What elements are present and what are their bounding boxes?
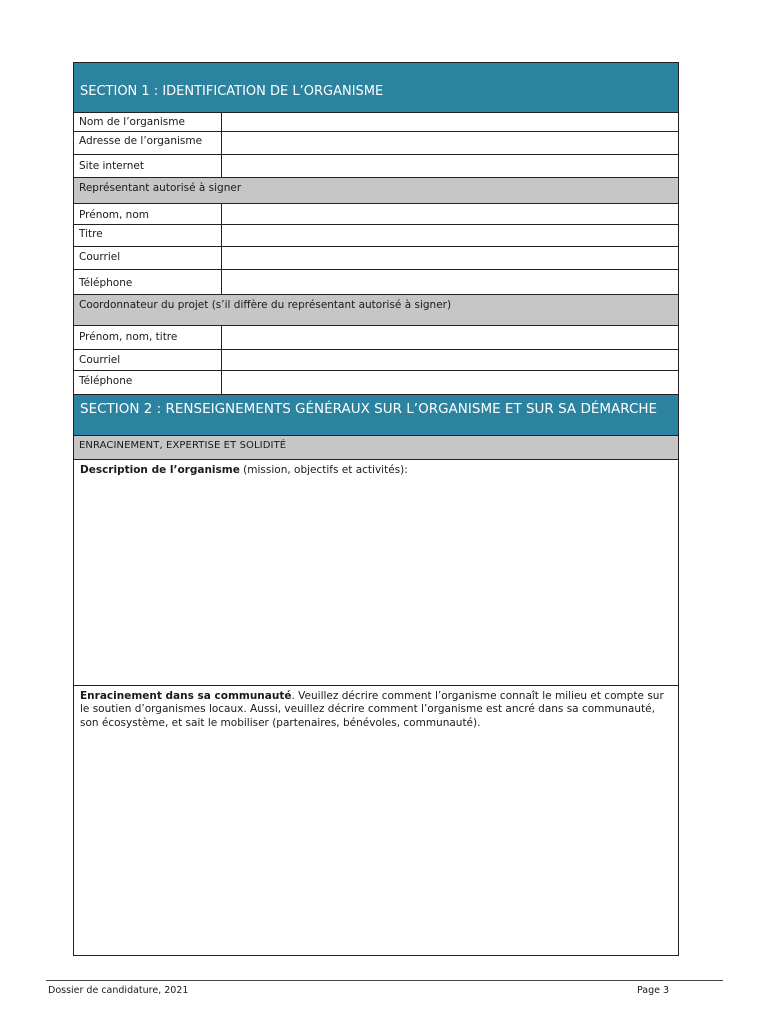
field-row-rep-email	[74, 247, 678, 270]
field-label: Téléphone	[74, 371, 222, 394]
org-name-input[interactable]	[223, 113, 678, 131]
field-row-rep-phone	[74, 270, 678, 295]
field-label: Téléphone	[74, 270, 222, 294]
coord-phone-input[interactable]	[223, 371, 678, 394]
field-row-coord-name	[74, 326, 678, 350]
description-label: Description de l’organisme	[80, 464, 240, 476]
rooting-heading: ENRACINEMENT, EXPERTISE ET SOLIDITÉ	[79, 440, 287, 451]
section-1-header	[74, 63, 678, 113]
rep-email-input[interactable]	[223, 247, 678, 269]
footer-document-title: Dossier de candidature, 2021	[48, 985, 189, 996]
field-label: Titre	[74, 225, 222, 246]
rep-name-input[interactable]	[223, 204, 678, 224]
field-row-org-address	[74, 132, 678, 155]
rooting-hint: . Veuillez décrire comment l’organisme connaît le milieu et compte sur le soutien d’organismes locaux. Aussi, veuillez décrire comment l’organisme est ancré dans sa communauté, son écosystème, et sait le mobiliser (partenaires, bénévoles, communauté).	[80, 690, 664, 729]
field-row-rep-name	[74, 204, 678, 225]
application-form	[73, 62, 679, 956]
field-row-website	[74, 155, 678, 178]
footer-divider	[46, 980, 723, 981]
rep-title-input[interactable]	[223, 225, 678, 246]
field-row-coord-phone	[74, 371, 678, 395]
representative-heading: Représentant autorisé à signer	[79, 182, 242, 194]
field-row-rep-title	[74, 225, 678, 247]
section-2-header	[74, 395, 678, 436]
description-hint: (mission, objectifs et activités):	[239, 464, 408, 476]
website-input[interactable]	[223, 155, 678, 177]
section-2-title: SECTION 2 : RENSEIGNEMENTS GÉNÉRAUX SUR L’ORGANISME ET SUR SA DÉMARCHE	[80, 401, 658, 417]
coordinator-subheader	[74, 295, 678, 326]
representative-subheader	[74, 178, 678, 204]
field-label: Courriel	[74, 350, 222, 370]
field-label: Nom de l’organisme	[74, 113, 222, 131]
rooting-label: Enracinement dans sa communauté	[80, 690, 292, 702]
coord-name-input[interactable]	[223, 326, 678, 349]
coordinator-heading: Coordonnateur du projet (s’il diffère du représentant autorisé à signer)	[79, 299, 452, 311]
description-box[interactable]	[74, 460, 678, 686]
org-address-input[interactable]	[223, 132, 678, 154]
field-label: Courriel	[74, 247, 222, 269]
coord-email-input[interactable]	[223, 350, 678, 370]
rep-phone-input[interactable]	[223, 270, 678, 294]
field-label: Prénom, nom	[74, 204, 222, 224]
field-label: Adresse de l’organisme	[74, 132, 222, 154]
field-row-coord-email	[74, 350, 678, 371]
section-1-title: SECTION 1 : IDENTIFICATION DE L’ORGANISME	[80, 84, 384, 99]
field-label: Site internet	[74, 155, 222, 177]
field-row-org-name	[74, 113, 678, 132]
footer-page-number: Page 3	[637, 985, 670, 996]
rooting-box[interactable]	[74, 686, 678, 955]
field-label: Prénom, nom, titre	[74, 326, 222, 349]
rooting-subheader	[74, 436, 678, 460]
